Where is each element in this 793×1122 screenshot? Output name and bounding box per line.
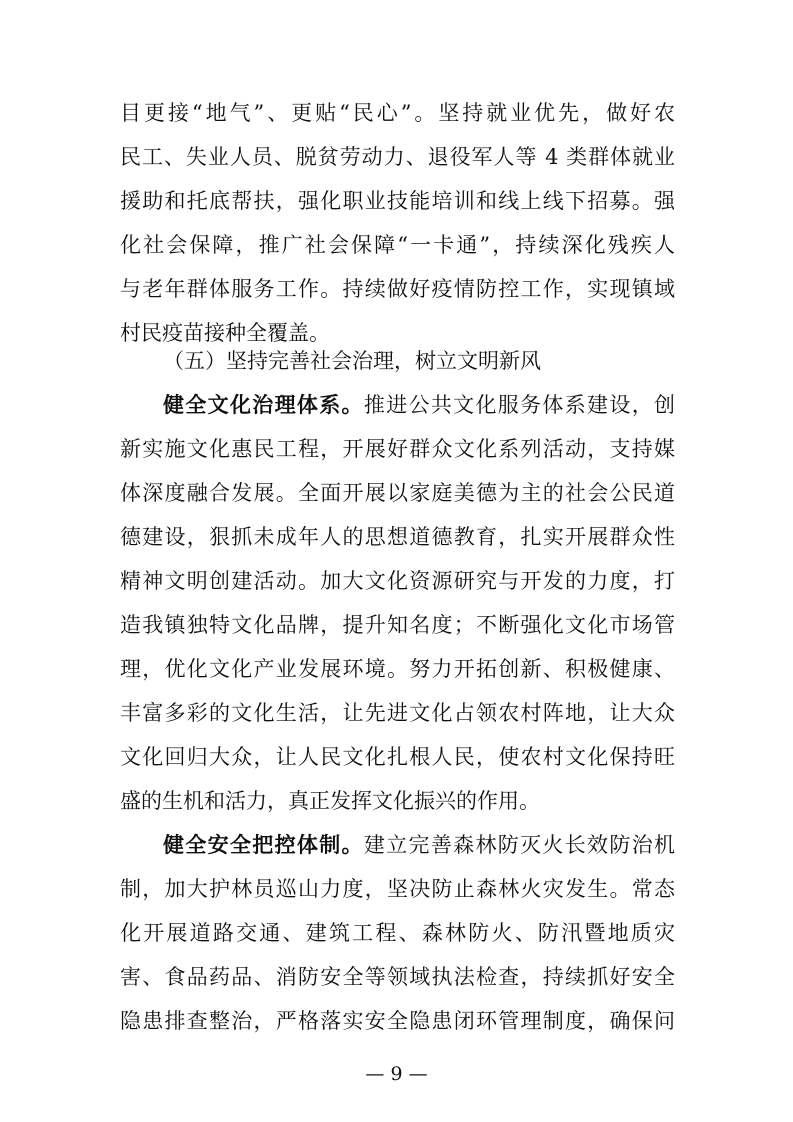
- paragraph-2-line-4: 德建设，狠抓未成年人的思想道德教育，扎实开展群众性: [120, 525, 675, 549]
- paragraph-2-line-5: 精神文明创建活动。加大文化资源研究与开发的力度，打: [120, 569, 675, 593]
- paragraph-2-line-9: 文化回归大众，让人民文化扎根人民，使农村文化保持旺: [120, 745, 675, 769]
- paragraph-2-line-6: 造我镇独特文化品牌，提升知名度；不断强化文化市场管: [120, 613, 675, 637]
- paragraph-1-line-6: 村民疫苗接种全覆盖。: [120, 321, 330, 345]
- paragraph-2-line-1: [163, 393, 675, 417]
- paragraph-2-line-8: 丰富多彩的文化生活，让先进文化占领农村阵地，让大众: [120, 701, 675, 725]
- paragraph-2-line-7: 理，优化文化产业发展环境。努力开拓创新、积极健康、: [120, 657, 675, 681]
- paragraph-2-first-line-text: 推进公共文化服务体系建设，创: [363, 393, 676, 417]
- paragraph-1-line-1: 目更接“地气”、更贴“民心”。坚持就业优先，做好农: [120, 101, 675, 125]
- paragraph-2-bold-lead: 健全文化治理体系。: [163, 393, 364, 417]
- paragraph-1-line-4: 化社会保障，推广社会保障“一卡通”，持续深化残疾人: [120, 233, 675, 257]
- section-heading: （五）坚持完善社会治理，树立文明新风: [163, 349, 541, 373]
- page-number: — 9 —: [365, 1063, 428, 1085]
- paragraph-1-line-3: 援助和托底帮扶，强化职业技能培训和线上线下招募。强: [120, 189, 675, 213]
- paragraph-1-line-5: 与老年群体服务工作。持续做好疫情防控工作，实现镇域: [120, 277, 675, 301]
- paragraph-3-line-4: 害、食品药品、消防安全等领域执法检查，持续抓好安全: [120, 965, 675, 989]
- paragraph-3-line-3: 化开展道路交通、建筑工程、森林防火、防汛暨地质灾: [120, 921, 675, 945]
- paragraph-3-first-line-text: 建立完善森林防灭火长效防治机: [363, 833, 676, 857]
- paragraph-3-line-5: 隐患排查整治，严格落实安全隐患闭环管理制度，确保问: [120, 1009, 675, 1033]
- paragraph-3-line-2: 制，加大护林员巡山力度，坚决防止森林火灾发生。常态: [120, 877, 675, 901]
- paragraph-2-line-2: 新实施文化惠民工程，开展好群众文化系列活动，支持媒: [120, 437, 675, 461]
- paragraph-1-line-2: 民工、失业人员、脱贫劳动力、退役军人等 4 类群体就业: [120, 145, 675, 169]
- paragraph-2-line-10: 盛的生机和活力，真正发挥文化振兴的作用。: [120, 789, 540, 813]
- paragraph-2-line-3: 体深度融合发展。全面开展以家庭美德为主的社会公民道: [120, 481, 675, 505]
- paragraph-3-line-1: [163, 833, 675, 857]
- paragraph-3-bold-lead: 健全安全把控体制。: [163, 833, 364, 857]
